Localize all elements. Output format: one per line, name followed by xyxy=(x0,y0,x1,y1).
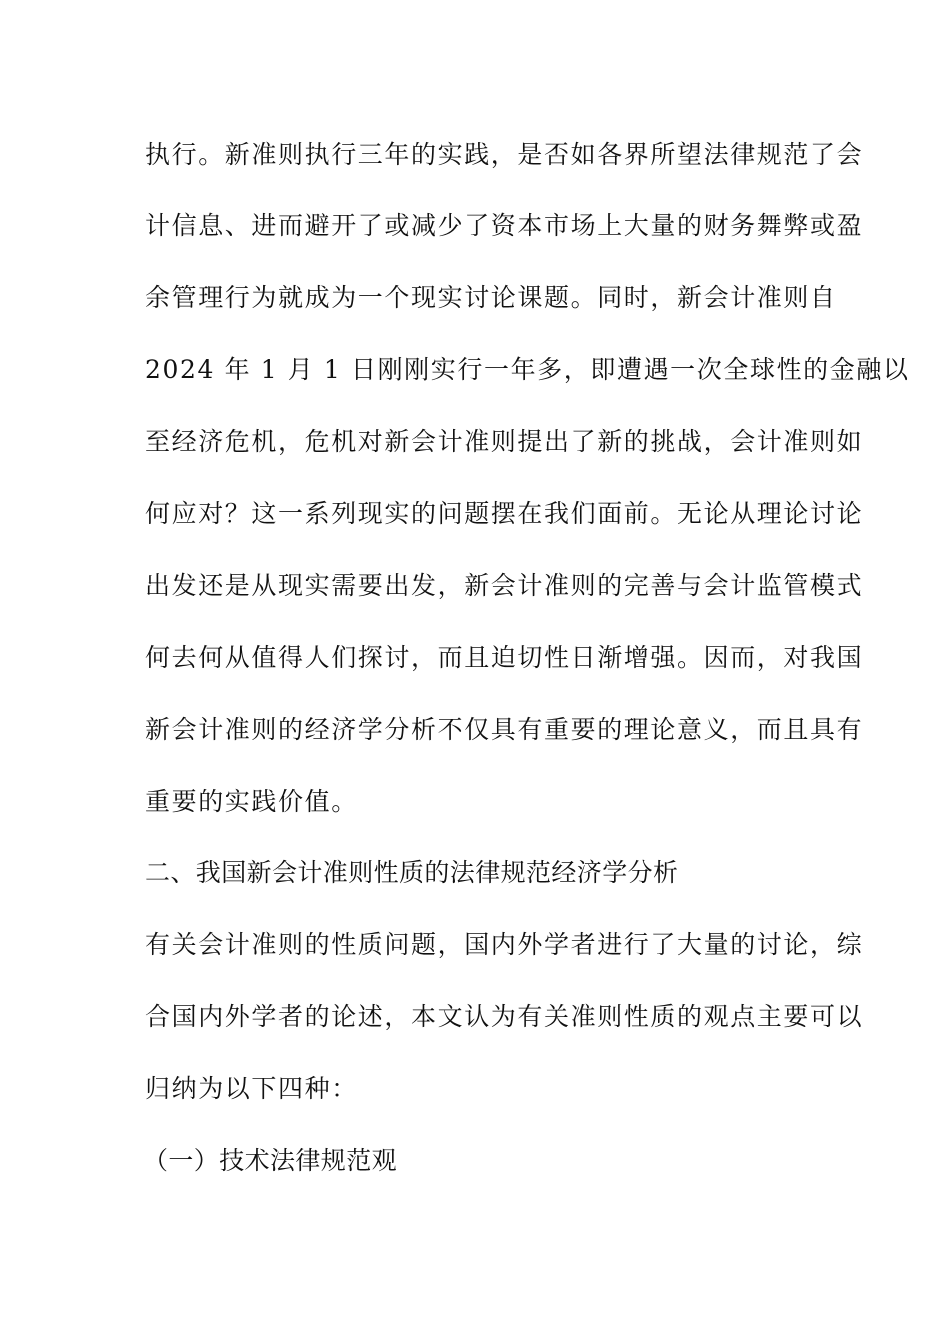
paragraph-line-3: 余管理行为就成为一个现实讨论课题。同时，新会计准则自 xyxy=(145,283,837,312)
paragraph-line-7: 出发还是从现实需要出发，新会计准则的完善与会计监管模式 xyxy=(145,571,864,600)
paragraph-line-2: 计信息、进而避开了或减少了资本市场上大量的财务舞弊或盈 xyxy=(145,211,864,240)
section-heading: 二、我国新会计准则性质的法律规范经济学分析 xyxy=(145,858,679,887)
paragraph-line-11: 有关会计准则的性质问题，国内外学者进行了大量的讨论，综 xyxy=(145,930,864,959)
paragraph-line-8: 何去何从值得人们探讨，而且迫切性日渐增强。因而，对我国 xyxy=(145,643,864,672)
paragraph-line-4: 2024 年 1 月 1 日刚刚实行一年多，即遭遇一次全球性的金融以 xyxy=(145,355,910,384)
paragraph-line-6: 何应对？这一系列现实的问题摆在我们面前。无论从理论讨论 xyxy=(145,499,864,528)
paragraph-line-5: 至经济危机，危机对新会计准则提出了新的挑战，会计准则如 xyxy=(145,427,864,456)
paragraph-line-10: 重要的实践价值。 xyxy=(145,787,358,816)
paragraph-line-12: 合国内外学者的论述，本文认为有关准则性质的观点主要可以 xyxy=(145,1002,864,1031)
paragraph-line-9: 新会计准则的经济学分析不仅具有重要的理论意义，而且具有 xyxy=(145,715,864,744)
paragraph-line-1: 执行。新准则执行三年的实践，是否如各界所望法律规范了会 xyxy=(145,140,864,169)
paragraph-line-13: 归纳为以下四种： xyxy=(145,1074,358,1103)
subsection-heading: （一）技术法律规范观 xyxy=(143,1146,398,1175)
